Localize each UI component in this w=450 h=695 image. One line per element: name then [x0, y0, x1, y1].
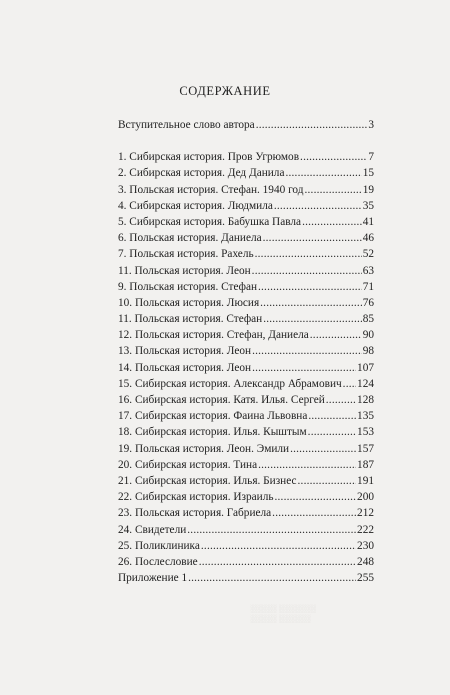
dot-leader	[343, 378, 356, 390]
toc-page-number: 98	[362, 345, 374, 358]
toc-entry-title: 1. Сибирская история. Пров Угрюмов	[118, 151, 300, 164]
dot-leader	[326, 394, 356, 406]
toc-page-number: 41	[362, 215, 374, 228]
dot-leader	[199, 556, 356, 568]
toc-page-number: 248	[357, 555, 374, 568]
toc-entry-title: 14. Польская история. Леон	[118, 361, 252, 374]
dot-leader	[260, 297, 362, 309]
toc-page-number: 3	[368, 119, 374, 131]
toc-entry-title: 11. Польская история. Стефан	[118, 313, 263, 326]
dot-leader	[258, 459, 356, 471]
toc-page-number: 157	[357, 442, 374, 455]
dot-leader	[201, 540, 356, 552]
toc-page-number: 76	[362, 296, 374, 309]
toc-row	[118, 216, 374, 232]
toc-row	[118, 540, 374, 556]
toc-entry-title: 2. Сибирская история. Дед Данила	[118, 167, 285, 180]
toc-page-number: 63	[362, 264, 374, 277]
dot-leader	[310, 329, 362, 341]
dot-leader	[187, 524, 356, 536]
toc-row	[118, 394, 374, 410]
toc-row-intro	[118, 119, 374, 135]
toc-row	[118, 184, 374, 200]
toc-entry-title: 6. Польская история. Даниела	[118, 232, 262, 245]
toc-page-number: 230	[357, 539, 374, 552]
dot-leader	[258, 281, 362, 293]
toc-row	[118, 345, 374, 361]
toc-entry-title: 9. Польская история. Стефан	[118, 280, 257, 293]
toc-row	[118, 475, 374, 491]
toc-entry-title: Вступительное слово автора	[118, 119, 255, 131]
dot-leader	[305, 184, 362, 196]
chapter-list	[118, 151, 374, 588]
dot-leader	[252, 362, 356, 374]
toc-page-number: 107	[357, 361, 374, 374]
dot-leader	[252, 265, 362, 277]
toc-entry-title: 12. Польская история. Стефан, Даниела	[118, 329, 309, 342]
toc-entry-title: 25. Поликлиника	[118, 539, 200, 552]
dot-leader	[252, 345, 362, 357]
dot-leader	[275, 491, 357, 503]
dot-leader	[272, 507, 356, 519]
toc-entry-title: 20. Сибирская история. Тина	[118, 458, 258, 471]
toc-page-number: 46	[362, 232, 374, 245]
toc-page-number: 19	[362, 183, 374, 196]
dot-leader	[290, 443, 356, 455]
toc-row	[118, 167, 374, 183]
toc-entry-title: Приложение 1	[118, 572, 188, 585]
toc-page-number: 71	[362, 280, 374, 293]
toc-row	[118, 248, 374, 264]
toc-entry-title: 18. Сибирская история. Илья. Кыштым	[118, 426, 307, 439]
dot-leader	[188, 572, 356, 584]
toc-page-number: 187	[357, 458, 374, 471]
toc-row	[118, 443, 374, 459]
dot-leader	[263, 313, 361, 325]
toc-page-number: 35	[362, 199, 374, 212]
toc-row	[118, 329, 374, 345]
toc-page-number: 85	[362, 313, 374, 326]
toc-row	[118, 426, 374, 442]
dot-leader	[285, 167, 361, 179]
dot-leader	[256, 119, 368, 131]
toc-entry-title: 21. Сибирская история. Илья. Бизнес	[118, 474, 297, 487]
toc-row	[118, 281, 374, 297]
toc-row	[118, 572, 374, 588]
toc-page-number: 15	[362, 167, 374, 180]
toc-entry-title: 13. Польская история. Леон	[118, 345, 252, 358]
toc-page-number: 222	[357, 523, 374, 536]
toc-row	[118, 491, 374, 507]
toc-entry-title: 19. Польская история. Леон. Эмили	[118, 442, 290, 455]
toc-entry-title: 23. Польская история. Габриела	[118, 507, 272, 520]
toc-row	[118, 378, 374, 394]
dot-leader	[298, 475, 357, 487]
toc-page-number: 200	[357, 491, 374, 504]
bleed-through-text: ░░░░░ ░░░░░░░ ░░░░░ ░░░░░░	[250, 604, 316, 623]
dot-leader	[308, 410, 356, 422]
toc-row	[118, 297, 374, 313]
toc-entry-title: 26. Послесловие	[118, 555, 198, 568]
toc-page-number: 128	[357, 394, 374, 406]
toc-row	[118, 410, 374, 426]
dot-leader	[302, 216, 362, 228]
toc-page-number: 52	[362, 248, 374, 261]
toc-row	[118, 459, 374, 475]
toc-row	[118, 362, 374, 378]
toc-entry-title: 10. Польская история. Люсия	[118, 296, 260, 309]
toc-row	[118, 151, 374, 167]
toc-page-number: 255	[357, 572, 374, 585]
toc-entry-title: 17. Сибирская история. Фаина Львовна	[118, 410, 308, 423]
toc-row	[118, 232, 374, 248]
toc-page-number: 90	[362, 329, 374, 342]
dot-leader	[308, 426, 356, 438]
toc-entry-title: 4. Сибирская история. Людмила	[118, 199, 273, 212]
toc-row	[118, 556, 374, 572]
dot-leader	[274, 200, 362, 212]
dot-leader	[263, 232, 362, 244]
toc-page-number: 7	[368, 151, 374, 164]
toc-entry-title: 15. Сибирская история. Александр Абрамович	[118, 377, 342, 390]
toc-entry-title: 7. Польская история. Рахель	[118, 248, 254, 261]
toc-row	[118, 265, 374, 281]
toc-page-number: 191	[357, 474, 374, 487]
toc-page-number: 212	[357, 507, 374, 520]
toc-entry-title: 16. Сибирская история. Катя. Илья. Сергей	[118, 394, 325, 406]
page-title: СОДЕРЖАНИЕ	[179, 84, 271, 98]
dot-leader	[255, 248, 362, 260]
toc-entry-title: 11. Польская история. Леон	[118, 264, 251, 277]
table-of-contents	[118, 119, 374, 588]
toc-page-number: 135	[357, 410, 374, 423]
toc-row	[118, 313, 374, 329]
toc-entry-title: 5. Сибирская история. Бабушка Павла	[118, 215, 302, 228]
toc-page-number: 124	[357, 377, 374, 390]
toc-row	[118, 507, 374, 523]
toc-row	[118, 200, 374, 216]
toc-page-number: 153	[357, 426, 374, 439]
toc-entry-title: 22. Сибирская история. Израиль	[118, 491, 274, 504]
toc-entry-title: 24. Свидетели	[118, 523, 187, 536]
dot-leader	[300, 151, 367, 163]
toc-entry-title: 3. Польская история. Стефан. 1940 год	[118, 183, 304, 196]
toc-row	[118, 524, 374, 540]
section-gap	[118, 135, 374, 151]
